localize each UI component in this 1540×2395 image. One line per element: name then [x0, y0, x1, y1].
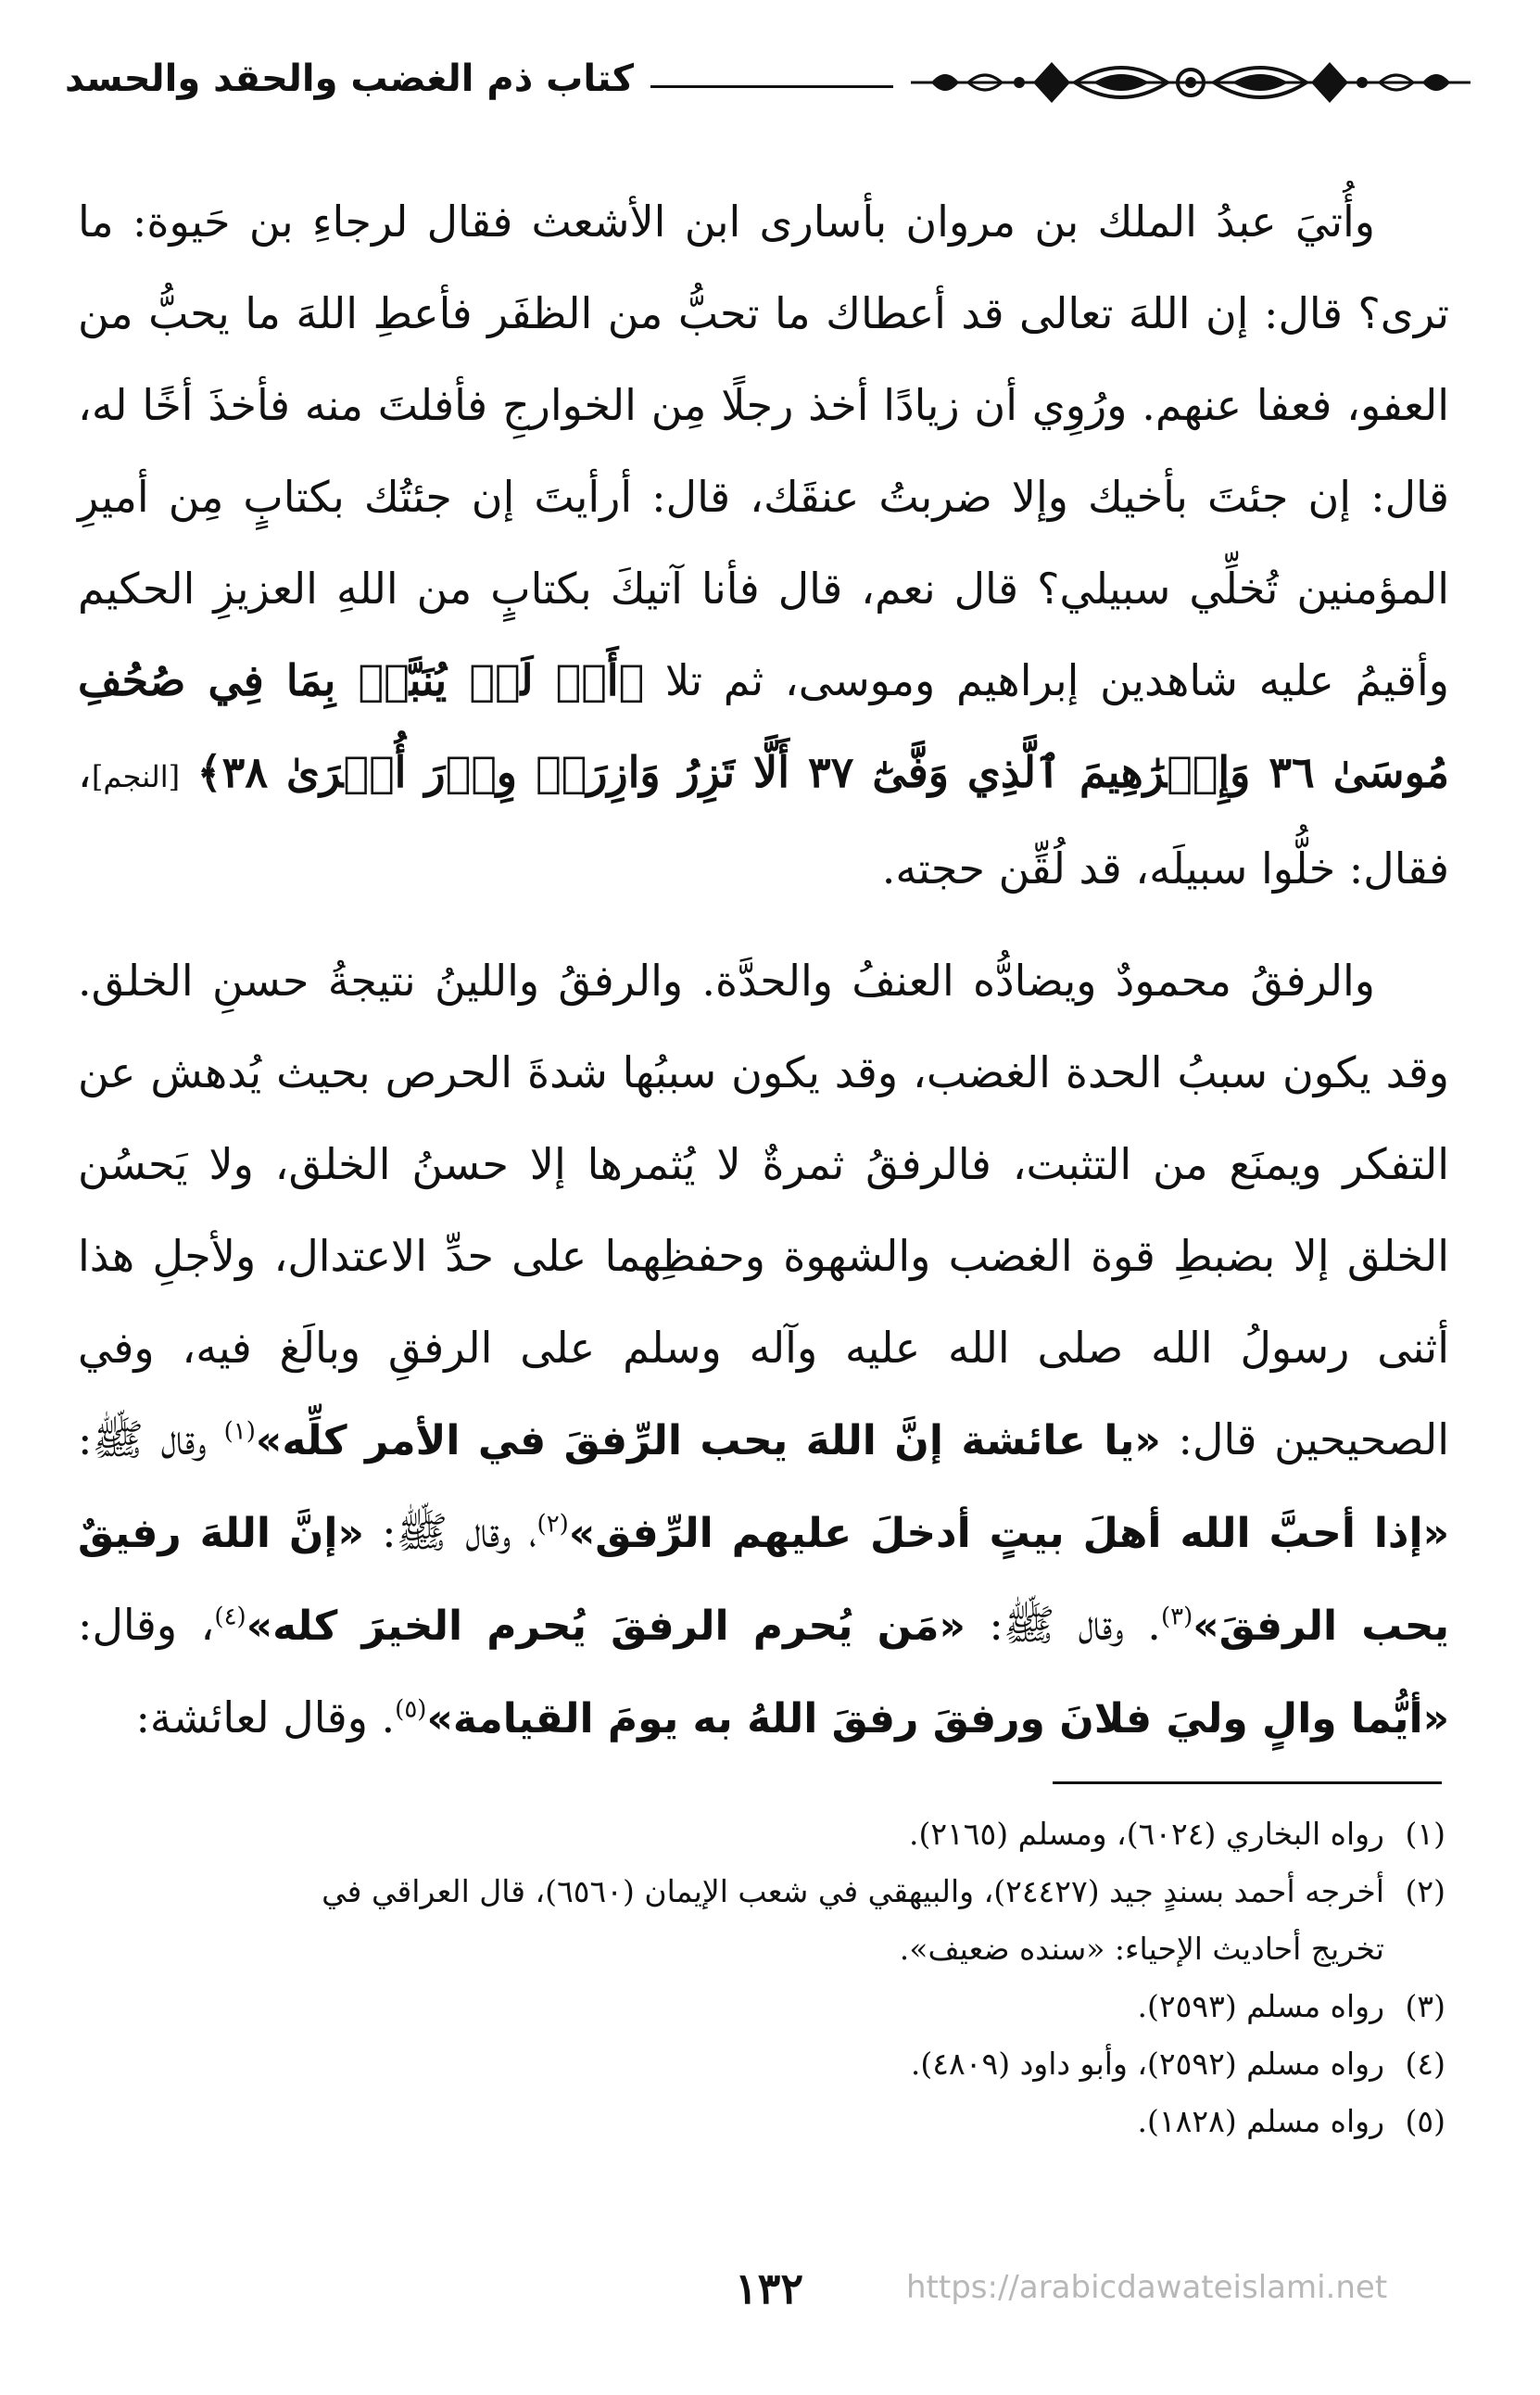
footnote-number: (٣) [1405, 1988, 1445, 2024]
running-book-title: كتاب ذم الغضب والحقد والحسد [65, 57, 634, 100]
paragraph-text: والرفقُ محمودٌ ويضادُّه العنفُ والحدَّة. والرفقُ واللينُ نتيجةُ حسنِ الخلق. وقد يكون سببُ الحدة الغضب، وقد يكون سببُها شدةَ الحرص بحيث يُدهش عن التفكر ويمنَع من التثبت، فالرفقُ ثمرةٌ لا يُثمرها إلا حسنُ الخلق، ولا يَحسُن الخلق إلا بضبطِ قوة الغضب والشهوة وحفظِهما على حدِّ الاعتدال، ولأجلِ هذا أثنى رسولُ الله صلى الله عليه وآله وسلم على الرفقِ وبالَغ فيه، وفي الصحيحين قال: [78, 956, 1450, 1464]
footnote-number: (٤) [1405, 2046, 1445, 2082]
footnote-separator [1053, 1781, 1442, 1784]
footnote-text: رواه مسلم (٢٥٩٣). [1137, 1988, 1384, 2024]
paragraph-text: ، وقال: [78, 1600, 215, 1650]
footnote-marker[interactable]: (٣) [1160, 1603, 1193, 1631]
page-header [65, 48, 1473, 113]
paragraph [78, 176, 1449, 915]
footnote-item [74, 2035, 1445, 2093]
header-rule [650, 85, 893, 88]
footnote-text: رواه مسلم (٢٥٩٢)، وأبو داود (٤٨٠٩). [910, 2046, 1384, 2082]
footnote-item [74, 1806, 1445, 1863]
hadith-quote: «يا عائشة إنَّ اللهَ يحب الرِّفقَ في الأمر كلِّه» [255, 1417, 1161, 1464]
arabesque-ornament-icon [903, 54, 1478, 111]
paragraph-text: . وقال لعائشة: [135, 1692, 396, 1742]
hadith-quote: «أيُّما والٍ وليَ فلانَ ورفقَ رفقَ اللهُ به يومَ القيامة» [426, 1695, 1449, 1742]
quran-verse: ﴿أَمۡ لَمۡ يُنَبَّأۡ بِمَا فِي صُحُفِ مُوسَىٰ ٣٦ وَإِبۡرَٰهِيمَ ٱلَّذِي وَفَّىٰٓ ٣٧ أَلَّا تَزِرُ وَازِرَةٞ وِزۡرَ أُخۡرَىٰ ٣٨﴾ [78, 655, 1449, 797]
hadith-quote: «إذا أحبَّ الله أهلَ بيتٍ أدخلَ عليهم الرِّفق» [568, 1510, 1449, 1557]
paragraph-text: وأُتيَ عبدُ الملك بن مروان بأسارى ابن الأشعث فقال لرجاءِ بن حَيوة: ما ترى؟ قال: إن اللهَ تعالى قد أعطاك ما تحبُّ من الظفَر فأعطِ اللهَ ما يحبُّ من العفو، فعفا عنهم. ورُوِي أن زيادًا أخذ رجلًا مِن الخوارجِ فأفلتَ منه فأخذَ أخًا له، قال: إن جئتَ بأخيك وإلا ضربتُ عنقَك، قال: أرأيتَ إن جئتُك بكتابٍ مِن أميرِ المؤمنين تُخلِّي سبيلي؟ قال نعم، قال فأنا آتيكَ بكتابٍ من اللهِ العزيزِ الحكيم وأقيمُ عليه شاهدين إبراهيم وموسى، ثم تلا [78, 196, 1449, 705]
footnote-text: رواه البخاري (٦٠٢٤)، ومسلم (٢١٦٥). [908, 1816, 1384, 1852]
footnotes [74, 1806, 1445, 2150]
footnote-number: (١) [1405, 1816, 1445, 1852]
footnote-marker[interactable]: (٤) [214, 1603, 246, 1631]
main-text [78, 176, 1449, 1765]
footnote-marker[interactable]: (١) [223, 1417, 256, 1446]
footnote-item [74, 2093, 1445, 2150]
paragraph-text: . وقال ﷺ: [965, 1600, 1161, 1650]
footnote-number: (٥) [1405, 2103, 1445, 2139]
footnote-text: أخرجه أحمد بسندٍ جيد (٢٤٤٢٧)، والبيهقي في شعب الإيمان (٦٥٦٠)، قال العراقي في [322, 1873, 1384, 1909]
footnote-text: رواه مسلم (١٨٢٨). [1137, 2103, 1384, 2139]
paragraph-text: وقال ﷺ: [78, 1414, 224, 1464]
paragraph [78, 935, 1449, 1765]
paragraph-text: ، فقال: خلُّوا سبيلَه، قد لُقِّن حجته. [78, 747, 1449, 893]
page-number: ١٣٢ [734, 2263, 804, 2313]
footnote-marker[interactable]: (٢) [536, 1510, 569, 1539]
surah-reference: [النجم] [91, 759, 181, 794]
footnote-text-continued: تخريج أحاديث الإحياء: «سنده ضعيف». [899, 1931, 1384, 1967]
footnote-number: (٢) [1405, 1873, 1445, 1909]
footnote-item [74, 1863, 1445, 1978]
paragraph-text: ، وقال ﷺ: [363, 1507, 537, 1557]
footnote-marker[interactable]: (٥) [395, 1695, 427, 1724]
footnote-item [74, 1978, 1445, 2035]
hadith-quote: «إنَّ اللهَ رفيقٌ يحب الرفقَ» [78, 1510, 1450, 1650]
watermark-url: https://arabicdawateislami.net [906, 2269, 1388, 2306]
hadith-quote: «مَن يُحرم الرفقَ يُحرم الخيرَ كله» [246, 1603, 966, 1650]
